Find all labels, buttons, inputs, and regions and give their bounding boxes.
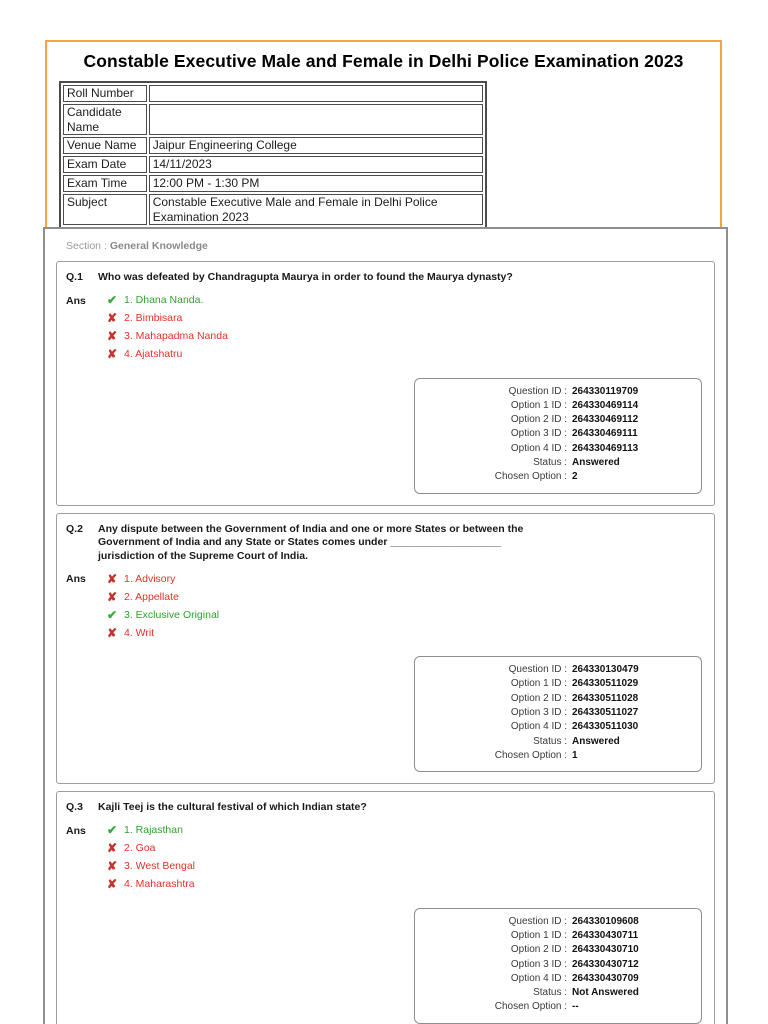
question-block [56, 261, 715, 506]
answer-label: Ans [66, 573, 86, 586]
meta-value: 264330469114 [572, 399, 639, 411]
answer-row [66, 572, 705, 644]
question-block [56, 791, 715, 1024]
field-value: Jaipur Engineering College [149, 137, 483, 154]
meta-value: 264330430710 [572, 944, 639, 956]
option-text: 3. West Bengal [124, 860, 196, 873]
meta-value: 264330430712 [572, 958, 639, 970]
meta-value: Answered [572, 735, 620, 747]
meta-row [425, 972, 691, 986]
meta-row [425, 943, 691, 957]
meta-row [425, 427, 691, 441]
meta-label: Option 4 ID : [510, 442, 567, 454]
meta-row [425, 692, 691, 706]
option-row [107, 878, 705, 891]
question-number: Q.2 [66, 522, 83, 535]
meta-value: 264330511029 [572, 678, 639, 690]
meta-value: 264330469111 [572, 428, 638, 440]
meta-value: Answered [572, 456, 620, 468]
meta-label: Option 3 ID : [510, 958, 567, 970]
field-value: 12:00 PM - 1:30 PM [149, 175, 483, 192]
option-text: 4. Maharashtra [124, 878, 195, 891]
question-meta-box [414, 378, 702, 494]
correct-tick-icon: ✔ [107, 823, 118, 838]
wrong-cross-icon: ✘ [107, 329, 118, 343]
question-meta-box [414, 908, 702, 1024]
table-row [63, 175, 483, 192]
meta-label: Option 2 ID : [510, 414, 567, 426]
meta-label: Option 1 ID : [510, 929, 567, 941]
field-label: Venue Name [63, 137, 147, 154]
meta-row [425, 677, 691, 691]
section-header [56, 238, 715, 261]
meta-label: Status : [533, 735, 567, 747]
section-name: General Knowledge [109, 240, 208, 252]
question-block [56, 513, 715, 785]
table-row [63, 104, 483, 135]
meta-value: 264330511027 [572, 706, 639, 718]
meta-value: 264330511030 [572, 721, 639, 733]
meta-value: 264330430711 [572, 929, 639, 941]
meta-value: 264330119709 [572, 385, 639, 397]
options-list [107, 824, 705, 896]
wrong-cross-icon: ✘ [107, 571, 118, 586]
section-prefix: Section : [66, 240, 107, 252]
field-value: 14/11/2023 [149, 156, 483, 173]
meta-row [425, 735, 691, 749]
meta-row [425, 413, 691, 427]
meta-label: Option 1 ID : [510, 399, 567, 411]
meta-row [425, 1000, 691, 1014]
meta-label: Status : [533, 987, 567, 999]
exam-header-box [45, 40, 722, 242]
meta-label: Status : [533, 456, 567, 468]
correct-tick-icon: ✔ [107, 293, 118, 307]
table-row [63, 137, 483, 154]
meta-value: 264330109608 [572, 915, 639, 927]
meta-row [425, 915, 691, 929]
table-row [63, 85, 483, 102]
answer-row [66, 294, 705, 366]
question-header [66, 523, 705, 564]
meta-value: Not Answered [572, 987, 639, 999]
question-number: Q.1 [66, 271, 83, 283]
option-text: 4. Writ [124, 626, 155, 639]
meta-row [425, 958, 691, 972]
meta-label: Question ID : [508, 915, 567, 927]
meta-row [425, 442, 691, 456]
meta-label: Chosen Option : [494, 1001, 567, 1013]
question-text: Any dispute between the Government of India and one or more States or between the Government of India and any State or States comes under ___________________ jurisdiction of the Supreme Court of India. [98, 522, 524, 562]
wrong-cross-icon: ✘ [107, 877, 118, 892]
meta-row [425, 706, 691, 720]
page-title: Constable Executive Male and Female in Delhi Police Examination 2023 [83, 51, 684, 71]
meta-label: Chosen Option : [494, 749, 567, 761]
option-row [107, 330, 705, 343]
meta-value: 264330130479 [572, 664, 639, 676]
meta-row [425, 663, 691, 677]
question-text: Who was defeated by Chandragupta Maurya in order to found the Maurya dynasty? [98, 271, 513, 283]
wrong-cross-icon: ✘ [107, 347, 118, 361]
option-row [107, 608, 705, 621]
field-value: Constable Executive Male and Female in Delhi Police Examination 2023 [149, 194, 483, 225]
meta-row [425, 399, 691, 413]
wrong-cross-icon: ✘ [107, 859, 118, 874]
meta-value: 264330430709 [572, 972, 639, 984]
wrong-cross-icon: ✘ [107, 589, 118, 604]
option-row [107, 572, 705, 585]
question-meta-box [414, 656, 702, 772]
wrong-cross-icon: ✘ [107, 311, 118, 325]
question-header [66, 801, 705, 815]
field-label: Exam Date [63, 156, 147, 173]
meta-label: Chosen Option : [494, 471, 567, 483]
field-label: Subject [63, 194, 147, 225]
option-row [107, 824, 705, 837]
meta-label: Question ID : [508, 385, 567, 397]
options-list [107, 294, 705, 366]
meta-value: 264330511028 [572, 692, 639, 704]
option-row [107, 294, 705, 307]
option-text: 3. Mahapadma Nanda [124, 330, 228, 342]
meta-value: 1 [572, 749, 578, 761]
option-text: 4. Ajatshatru [124, 348, 183, 360]
meta-label: Option 4 ID : [510, 972, 567, 984]
meta-label: Option 4 ID : [510, 721, 567, 733]
candidate-info-table [59, 81, 487, 229]
field-label: Roll Number [63, 85, 147, 102]
meta-label: Option 3 ID : [510, 428, 567, 440]
answer-row [66, 824, 705, 896]
meta-value: 264330469113 [572, 442, 639, 454]
option-row [107, 590, 705, 603]
field-value [149, 85, 483, 102]
question-number: Q.3 [66, 801, 83, 814]
question-header [66, 271, 705, 285]
field-value [149, 104, 483, 135]
meta-row [425, 470, 691, 484]
meta-label: Option 1 ID : [510, 678, 567, 690]
meta-value: -- [572, 1001, 579, 1013]
option-row [107, 842, 705, 855]
correct-tick-icon: ✔ [107, 607, 118, 622]
option-row [107, 626, 705, 639]
question-text: Kajli Teej is the cultural festival of which Indian state? [98, 801, 367, 814]
meta-label: Option 3 ID : [510, 706, 567, 718]
field-label: Exam Time [63, 175, 147, 192]
meta-label: Option 2 ID : [510, 692, 567, 704]
meta-row [425, 749, 691, 763]
option-text: 2. Goa [124, 842, 156, 855]
options-list [107, 572, 705, 644]
answer-label: Ans [66, 294, 86, 307]
meta-label: Question ID : [508, 664, 567, 676]
meta-value: 264330469112 [572, 414, 639, 426]
answer-label: Ans [66, 824, 86, 837]
section-container [43, 227, 728, 1024]
option-text: 2. Appellate [124, 590, 179, 603]
option-text: 1. Dhana Nanda. [124, 294, 204, 306]
option-row [107, 312, 705, 325]
option-text: 1. Rajasthan [124, 824, 183, 837]
meta-value: 2 [572, 471, 578, 483]
meta-row [425, 456, 691, 470]
wrong-cross-icon: ✘ [107, 841, 118, 856]
meta-label: Option 2 ID : [510, 944, 567, 956]
table-row [63, 156, 483, 173]
wrong-cross-icon: ✘ [107, 625, 118, 640]
option-row [107, 860, 705, 873]
meta-row [425, 720, 691, 734]
meta-row [425, 385, 691, 399]
option-text: 2. Bimbisara [124, 312, 183, 324]
meta-row [425, 986, 691, 1000]
table-row [63, 194, 483, 225]
field-label: Candidate Name [63, 104, 147, 135]
option-text: 1. Advisory [124, 572, 176, 585]
meta-row [425, 929, 691, 943]
option-row [107, 348, 705, 361]
option-text: 3. Exclusive Original [124, 608, 220, 621]
